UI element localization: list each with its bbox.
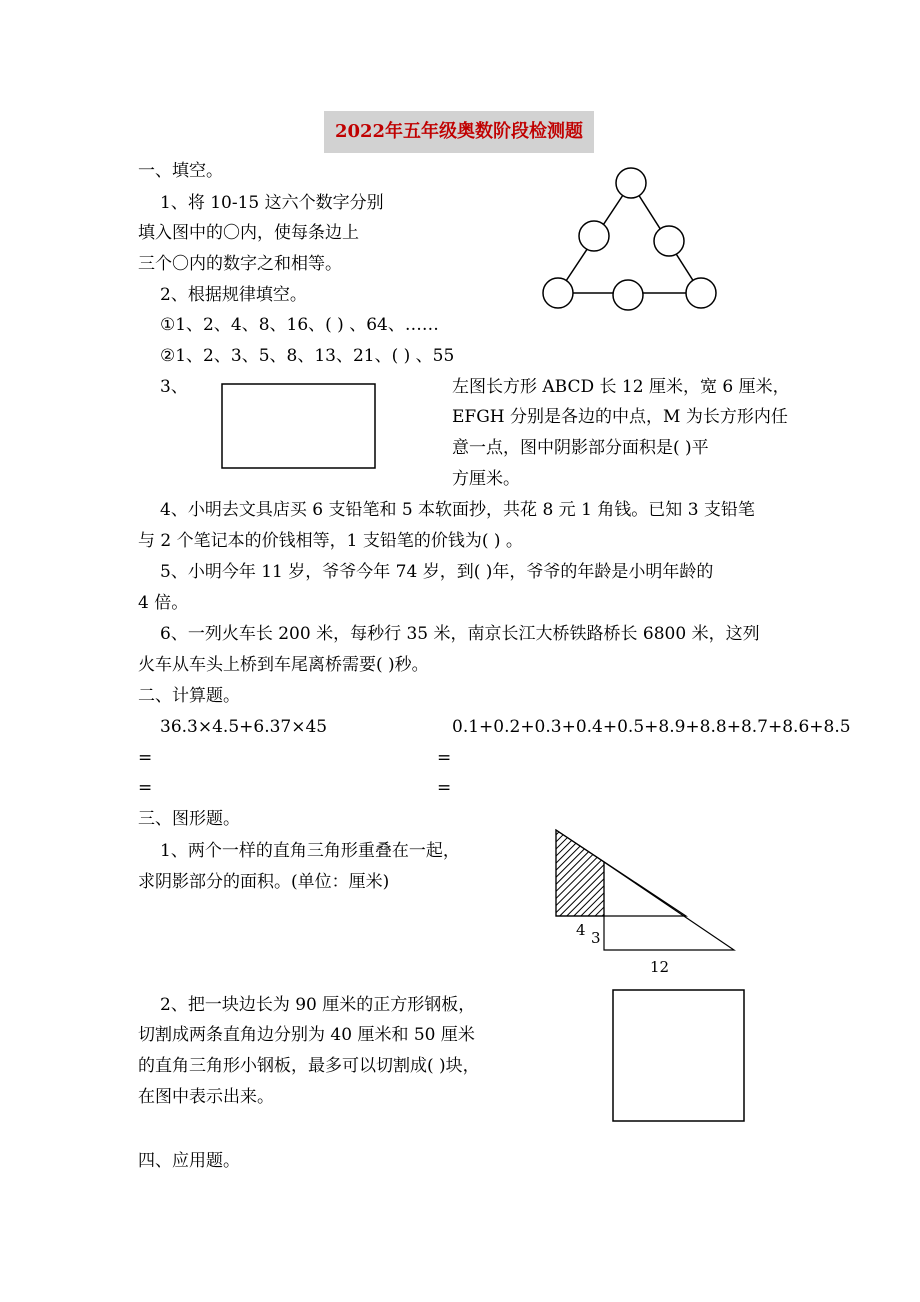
section-heading-geometry: 三、图形题。 [138,809,240,829]
calc-equals-1b: = [138,778,153,798]
section-heading-calc: 二、计算题。 [138,686,240,706]
geo2-line2: 切割成两条直角边分别为 40 厘米和 50 厘米 [138,1025,475,1045]
blank-circle-bottom-right [686,278,716,308]
q4-line2: 与 2 个笔记本的价钱相等，1 支铅笔的价钱为( ) 。 [138,531,523,551]
q2-sequence-2: ②1、2、3、5、8、13、21、( ) 、55 [160,346,455,366]
blank-circle-bottom-left [543,278,573,308]
q6-line2: 火车从车头上桥到车尾离桥需要( )秒。 [138,655,429,675]
geo1-line1: 1、两个一样的直角三角形重叠在一起， [160,841,460,861]
q3-line1: 左图长方形 ABCD 长 12 厘米，宽 6 厘米， [452,377,790,397]
q3-number: 3、 [160,377,188,397]
label-12: 12 [650,958,670,976]
q2-sequence-1: ①1、2、4、8、16、( ) 、64、…… [160,315,439,335]
rectangle-abcd-figure [220,382,378,470]
q5-line1: 5、小明今年 11 岁，爷爷今年 74 岁，到( )年，爷爷的年龄是小明年龄的 [160,562,714,582]
q5-line2: 4 倍。 [138,593,189,613]
triangle-lower [604,862,734,950]
q1-line3: 三个〇内的数字之和相等。 [138,254,342,274]
blank-circle-right-mid [654,226,684,256]
calc-equals-1a: = [138,748,153,768]
calc-equals-2b: = [437,778,452,798]
blank-circle-bottom-mid [613,280,643,310]
q3-line3: 意一点，图中阴影部分面积是( )平 [452,438,709,458]
q4-line1: 4、小明去文具店买 6 支铅笔和 5 本软面抄，共花 8 元 1 角钱。已知 3 支铅笔 [160,500,755,520]
calc-equals-2a: = [437,748,452,768]
calc-expression-2: 0.1+0.2+0.3+0.4+0.5+8.9+8.8+8.7+8.6+8.5 [452,717,851,737]
q6-line1: 6、一列火车长 200 米，每秒行 35 米，南京长江大桥铁路桥长 6800 米，这列 [160,624,760,644]
q1-line1: 1、将 10-15 这六个数字分别 [160,193,384,213]
circle-triangle-figure [535,160,725,315]
q3-line2: EFGH 分别是各边的中点，M 为长方形内任 [452,407,788,427]
geo1-line2: 求阴影部分的面积。(单位：厘米) [138,872,390,892]
q2-line1: 2、根据规律填空。 [160,285,307,305]
square-steel-plate-figure [611,988,747,1124]
geo2-line3: 的直角三角形小钢板，最多可以切割成( )块， [138,1056,480,1076]
q1-line2: 填入图中的〇内，使每条边上 [138,223,359,243]
geo2-line4: 在图中表示出来。 [138,1087,274,1107]
calc-expression-1: 36.3×4.5+6.37×45 [160,717,328,737]
label-4: 4 [576,921,586,939]
label-3: 3 [591,929,601,947]
q3-line4: 方厘米。 [452,469,520,489]
blank-circle-left-mid [579,221,609,251]
shaded-region [556,830,604,916]
blank-circle-top [616,168,646,198]
geo2-line1: 2、把一块边长为 90 厘米的正方形钢板， [160,995,476,1015]
section-heading-application: 四、应用题。 [138,1151,240,1171]
section-heading-fill: 一、填空。 [138,161,223,181]
page-title: 2022年五年级奥数阶段检测题 [324,111,594,153]
